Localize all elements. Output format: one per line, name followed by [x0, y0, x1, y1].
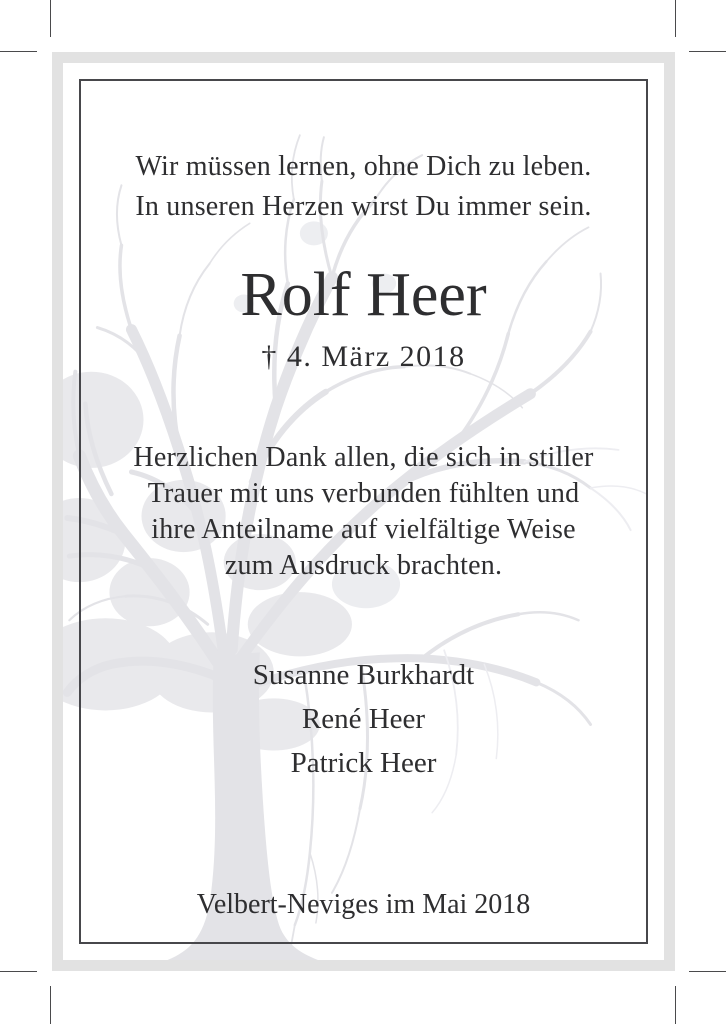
verse-line-2: In unseren Herzen wirst Du immer sein. — [135, 191, 592, 222]
deceased-name: Rolf Heer — [240, 261, 487, 329]
family-names — [87, 653, 640, 785]
verse-line-1: Wir müssen lernen, ohne Dich zu leben. — [135, 151, 592, 182]
family-name-1: Susanne Burkhardt — [252, 659, 475, 691]
death-date: † 4. März 2018 — [261, 340, 466, 373]
place-and-date: Velbert-Neviges im Mai 2018 — [196, 889, 531, 920]
crop-mark-top-right-vertical — [675, 0, 676, 37]
crop-mark-top-left-horizontal — [0, 51, 37, 52]
opening-verse — [87, 147, 640, 227]
crop-mark-top-left-vertical — [50, 0, 51, 37]
crop-mark-bottom-left-horizontal — [0, 971, 37, 972]
crop-mark-bottom-right-horizontal — [689, 971, 726, 972]
thanks-line-3: ihre Anteilname auf vielfältige Weise — [151, 514, 576, 545]
card-content — [63, 63, 664, 960]
family-name-2: René Heer — [301, 703, 426, 735]
crop-mark-bottom-left-vertical — [50, 986, 51, 1024]
card-inner-area — [63, 63, 664, 960]
acknowledgement-text — [87, 440, 640, 584]
crop-mark-bottom-right-vertical — [675, 986, 676, 1024]
thanks-line-1: Herzlichen Dank allen, die sich in stiller — [133, 442, 594, 473]
crop-mark-top-right-horizontal — [689, 51, 726, 52]
memorial-card — [52, 52, 675, 971]
thanks-line-2: Trauer mit uns verbunden fühlten und — [147, 478, 580, 509]
family-name-3: Patrick Heer — [290, 747, 437, 779]
thanks-line-4: zum Ausdruck brachten. — [224, 550, 503, 581]
